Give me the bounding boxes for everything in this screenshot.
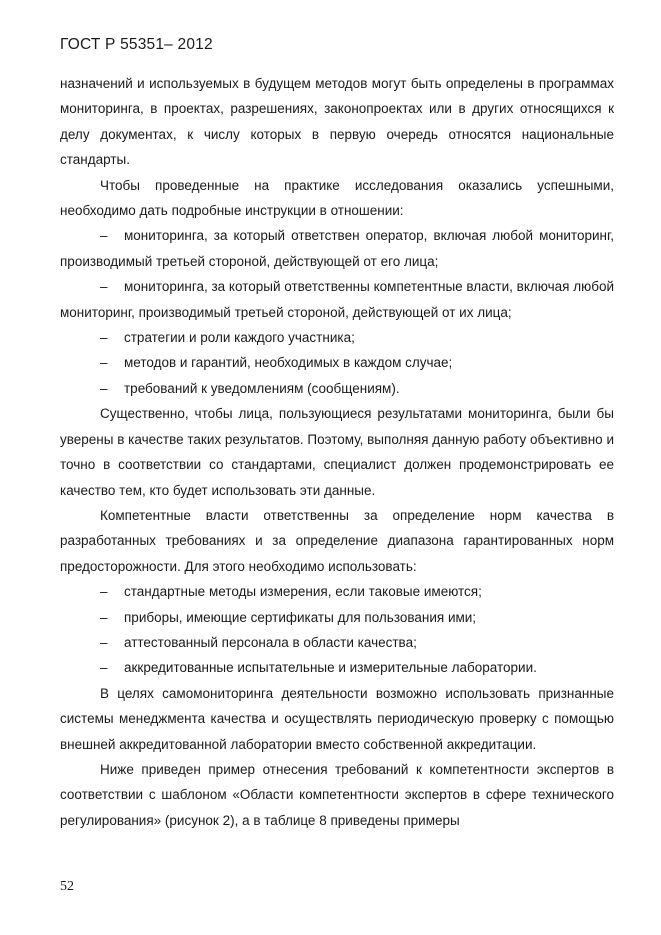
bullet-dash: –	[100, 330, 108, 346]
list-item	[60, 376, 614, 401]
paragraph: Существенно, чтобы лица, пользующиеся результатами мониторинга, были бы уверены в качестве таких результатов. Поэтому, выполняя данную работу объективно и точно в соответствии со стандартами, специалист должен продемонстрировать ее качество тем, кто будет использовать эти данные.	[60, 406, 614, 498]
bullet-dash: –	[100, 634, 108, 650]
list-item	[60, 350, 614, 375]
list-item-text: методов и гарантий, необходимых в каждом случае;	[124, 355, 453, 371]
list-item	[60, 223, 614, 274]
list-item-text: аккредитованные испытательные и измерительные лаборатории.	[124, 660, 537, 676]
list-item	[60, 605, 614, 630]
list-item-text: стандартные методы измерения, если таковые имеются;	[124, 584, 482, 600]
document-body	[60, 71, 614, 833]
list-item-text: мониторинга, за который ответствен оператор, включая любой мониторинг, производимый третьей стороной, действующей от его лица;	[60, 228, 614, 269]
list-item-text: приборы, имеющие сертификаты для пользования ими;	[124, 609, 477, 625]
bullet-dash: –	[100, 228, 108, 244]
bullet-dash: –	[100, 609, 108, 625]
bullet-dash: –	[100, 355, 108, 371]
list-item	[60, 274, 614, 325]
bullet-dash: –	[100, 584, 108, 600]
bullet-dash: –	[100, 279, 108, 295]
list-item-text: мониторинга, за который ответственны компетентные власти, включая любой мониторинг, производимый третьей стороной, действующей от их лица;	[60, 279, 614, 320]
list-item-text: требований к уведомлениям (сообщениям).	[124, 380, 400, 396]
list-item	[60, 325, 614, 350]
bullet-dash: –	[100, 660, 108, 676]
list-item	[60, 579, 614, 604]
paragraph: назначений и используемых в будущем методов могут быть определены в программах мониторинга, в проектах, разрешениях, законопроектах или в других относящихся к делу документах, к числу которых в первую очередь относятся национальные стандарты.	[60, 76, 614, 168]
list-item	[60, 655, 614, 680]
paragraph: Ниже приведен пример отнесения требований к компетентности экспертов в соответствии с шаблоном «Области компетентности экспертов в сфере технического регулирования» (рисунок 2), а в таблице 8 приведены примеры	[60, 761, 614, 828]
document-header: ГОСТ Р 55351– 2012	[60, 36, 213, 53]
page-number: 52	[60, 879, 74, 894]
paragraph: Компетентные власти ответственны за определение норм качества в разработанных требованиях и за определение диапазона гарантированных норм предосторожности. Для этого необходимо использовать:	[60, 507, 614, 574]
paragraph: Чтобы проведенные на практике исследования оказались успешными, необходимо дать подробные инструкции в отношении:	[60, 177, 614, 219]
list-item-text: аттестованный персонала в области качества;	[124, 634, 417, 650]
paragraph: В целях самомониторинга деятельности возможно использовать признанные системы менеджмента качества и осуществлять периодическую проверку с помощью внешней аккредитованной лаборатории вместо собственной аккредитации.	[60, 685, 614, 752]
list-item	[60, 630, 614, 655]
list-item-text: стратегии и роли каждого участника;	[124, 330, 355, 346]
bullet-dash: –	[100, 380, 108, 396]
